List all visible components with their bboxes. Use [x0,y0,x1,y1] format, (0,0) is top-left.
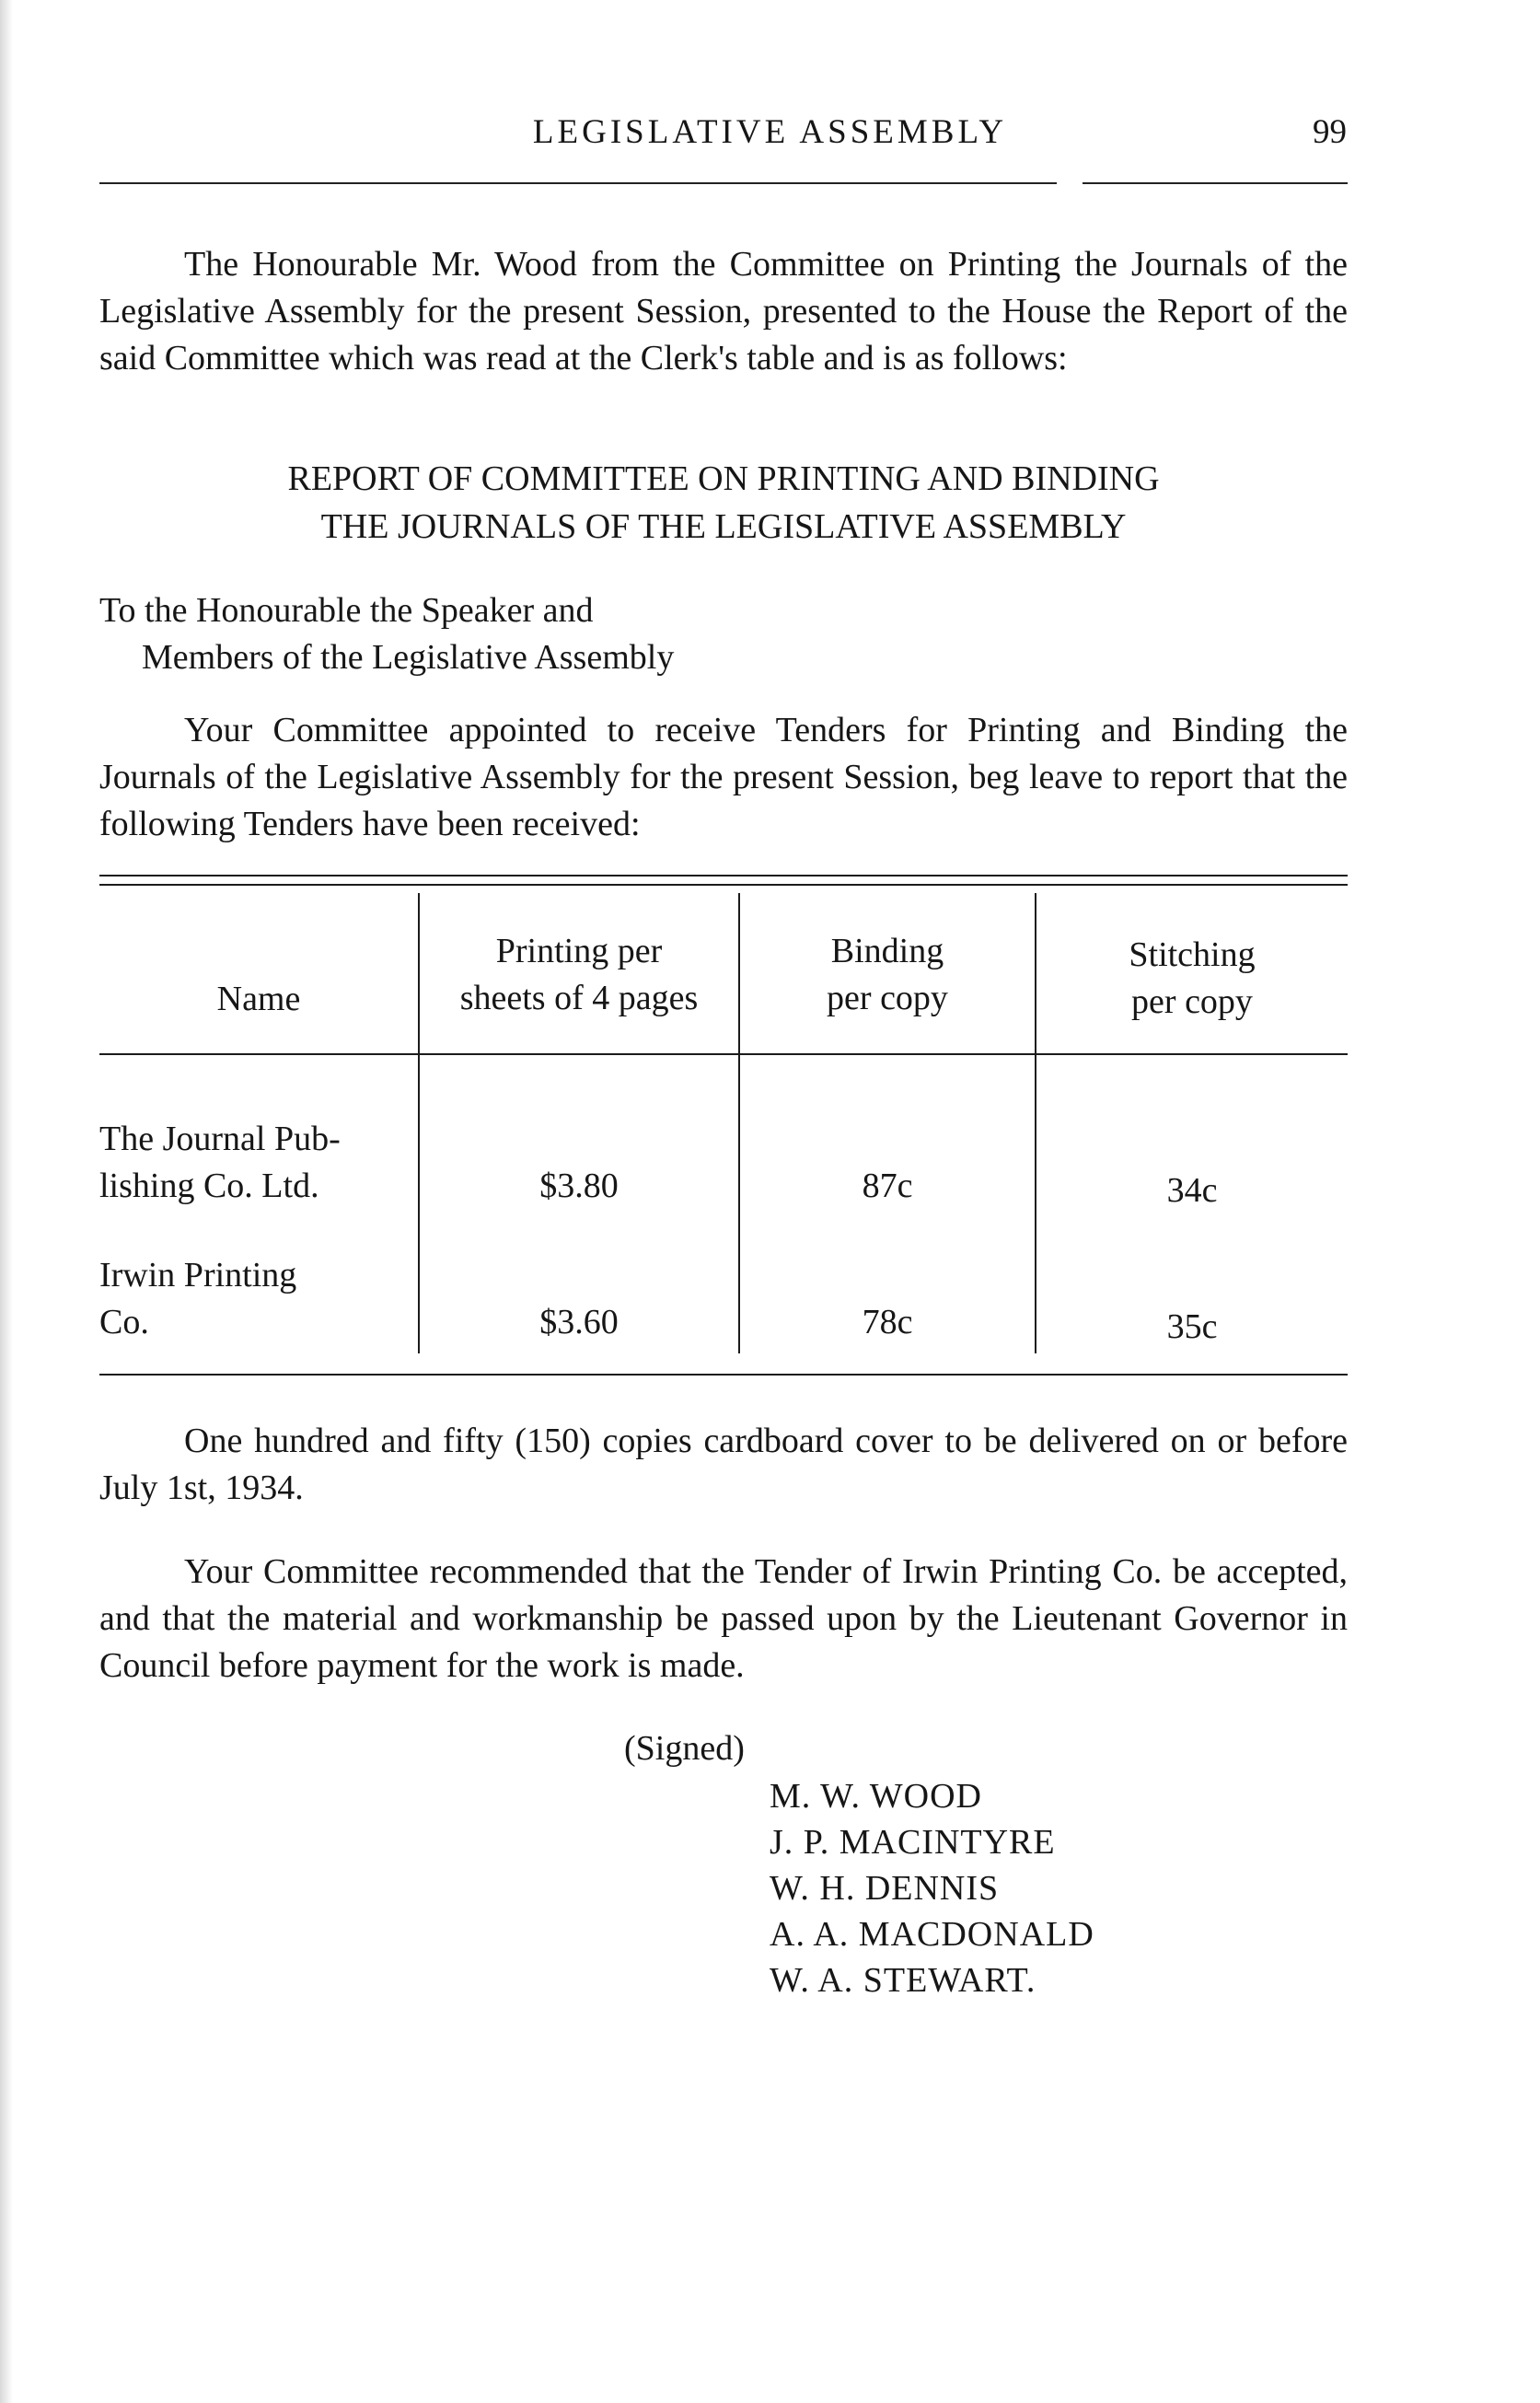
row-2-stitching: 35c [1166,1307,1218,1346]
table-top-rule [99,875,1348,876]
signatory: W. H. DENNIS [770,1869,1000,1908]
header-stitching-line-1: Stitching [1129,935,1256,974]
table-bottom-rule [99,1374,1348,1376]
row-1-name-line-1: The Journal Pub- [99,1120,341,1158]
body-paragraph: Your Committee appointed to receive Tenders for Printing and Binding the Journals of the Legislative Assembly for the present Session, beg leave to report that the following Tenders have been received: [99,711,1348,843]
signatory: J. P. MACINTYRE [770,1823,1056,1862]
signed-label: (Signed) [624,1729,745,1768]
row-2-name-line-1: Irwin Printing [99,1256,297,1294]
report-title-line-2: THE JOURNALS OF THE LEGISLATIVE ASSEMBLY [320,507,1127,546]
header-binding-line-2: per copy [827,979,948,1017]
row-2-name-line-2: Co. [99,1303,149,1341]
header-binding [740,928,1035,1022]
header-printing-line-2: sheets of 4 pages [459,979,699,1017]
tenders-table [99,875,1348,1390]
address-line-2: Members of the Legislative Assembly [142,638,675,677]
running-head [0,112,1540,168]
address-line-1: To the Honourable the Speaker and [99,591,594,630]
intro-paragraph: The Honourable Mr. Wood from the Committee on Printing the Journals of the Legislative Assembly for the present Session, presented to the House the Report of the said Committee which was read at the Clerk's table and is as follows: [99,245,1348,377]
header-printing [420,928,738,1022]
row-1-binding: 87c [862,1167,913,1205]
recommendation-paragraph: Your Committee recommended that the Tender of Irwin Printing Co. be accepted, and that the material and workmanship be passed upon by the Lieutenant Governor in Council before payment for the work is made. [99,1552,1348,1685]
header-rule-right [1083,182,1348,184]
signatory: W. A. STEWART. [770,1961,1036,2000]
row-2-name [99,1252,412,1346]
signatories-list [770,1773,1094,2003]
header-binding-line-1: Binding [830,932,944,970]
row-1-printing: $3.80 [539,1167,619,1205]
report-title-line-1: REPORT OF COMMITTEE ON PRINTING AND BINDING [287,459,1160,498]
report-title [99,455,1348,551]
table-top-rule-2 [99,884,1348,886]
row-2-printing: $3.60 [539,1303,619,1341]
row-1-name-line-2: lishing Co. Ltd. [99,1167,319,1205]
signatory: A. A. MACDONALD [770,1915,1094,1954]
header-rule [99,182,1057,184]
header-printing-line-1: Printing per [495,932,663,970]
address-block [99,587,674,681]
header-stitching [1036,932,1348,1026]
page-edge-shadow [0,0,13,2403]
header-name: Name [216,980,301,1018]
row-2-binding: 78c [862,1303,913,1341]
row-1-name [99,1116,412,1210]
page-number: 99 [1313,113,1347,151]
running-title: LEGISLATIVE ASSEMBLY [532,113,1008,151]
table-header-rule [99,1053,1348,1055]
header-stitching-line-2: per copy [1131,982,1253,1021]
signatory: M. W. WOOD [770,1777,982,1816]
copies-paragraph: One hundred and fifty (150) copies cardboard cover to be delivered on or before July 1st, 1934. [99,1422,1348,1507]
row-1-stitching: 34c [1166,1171,1218,1210]
